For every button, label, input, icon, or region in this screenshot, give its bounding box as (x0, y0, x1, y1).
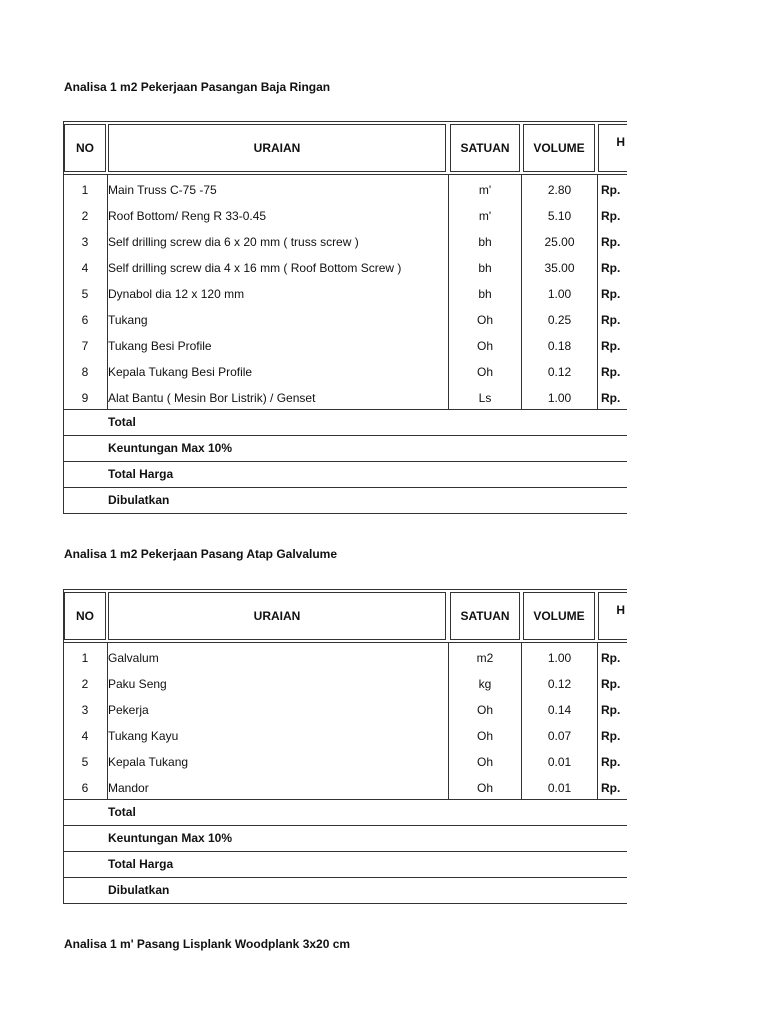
row-currency: Rp. (601, 235, 621, 249)
row-volume: 1.00 (547, 287, 572, 301)
row-unit: Oh (476, 755, 493, 769)
row-unit: m' (478, 209, 492, 223)
header-bottom-rule (63, 174, 627, 175)
header-harga-partial: H (598, 592, 627, 640)
table-row (63, 385, 627, 411)
row-number: 6 (81, 313, 89, 327)
summary-row (63, 799, 627, 825)
header-uraian: URAIAN (108, 592, 446, 640)
row-number: 2 (81, 209, 89, 223)
table-row (63, 203, 627, 229)
row-currency: Rp. (601, 339, 621, 353)
header-no: NO (64, 124, 106, 172)
row-unit: Oh (476, 313, 493, 327)
summary-label: Keuntungan Max 10% (108, 441, 233, 455)
table-row (63, 671, 627, 697)
row-unit: bh (478, 235, 492, 249)
row-unit: Ls (478, 391, 492, 405)
section-title: Analisa 1 m2 Pekerjaan Pasangan Baja Ringan (64, 80, 331, 94)
row-volume: 2.80 (547, 183, 572, 197)
row-description: Dynabol dia 12 x 120 mm (108, 287, 245, 301)
summary-row (63, 877, 627, 903)
row-description: Tukang (108, 313, 148, 327)
row-currency: Rp. (601, 261, 621, 275)
row-number: 4 (81, 261, 89, 275)
header-harga-partial: H (598, 124, 627, 172)
row-number: 2 (81, 677, 89, 691)
summary-label: Total Harga (108, 467, 174, 481)
row-description: Mandor (108, 781, 149, 795)
summary-row (63, 851, 627, 877)
row-number: 8 (81, 365, 89, 379)
header-no: NO (64, 592, 106, 640)
table-row (63, 645, 627, 671)
row-number: 7 (81, 339, 89, 353)
row-description: Main Truss C-75 -75 (108, 183, 217, 197)
row-description: Roof Bottom/ Reng R 33-0.45 (108, 209, 267, 223)
row-volume: 0.25 (547, 313, 572, 327)
table-row (63, 229, 627, 255)
row-number: 1 (81, 183, 89, 197)
row-volume: 0.14 (547, 703, 572, 717)
row-description: Galvalum (108, 651, 159, 665)
row-description: Paku Seng (108, 677, 167, 691)
header-satuan: SATUAN (450, 592, 520, 640)
table-row (63, 177, 627, 203)
row-number: 9 (81, 391, 89, 405)
row-volume: 0.18 (547, 339, 572, 353)
row-currency: Rp. (601, 755, 621, 769)
row-volume: 0.07 (547, 729, 572, 743)
row-number: 3 (81, 703, 89, 717)
row-volume: 0.12 (547, 365, 572, 379)
table-row (63, 359, 627, 385)
row-number: 4 (81, 729, 89, 743)
row-currency: Rp. (601, 183, 621, 197)
row-currency: Rp. (601, 729, 621, 743)
analysis-table (63, 589, 627, 903)
summary-label: Total Harga (108, 857, 174, 871)
row-unit: kg (478, 677, 492, 691)
table-row (63, 307, 627, 333)
row-currency: Rp. (601, 209, 621, 223)
row-unit: Oh (476, 781, 493, 795)
row-unit: Oh (476, 703, 493, 717)
table-bottom-rule (63, 903, 627, 904)
row-description: Alat Bantu ( Mesin Bor Listrik) / Genset (108, 391, 316, 405)
row-currency: Rp. (601, 391, 621, 405)
section-title: Analisa 1 m' Pasang Lisplank Woodplank 3x20 cm (64, 937, 351, 951)
table-row (63, 281, 627, 307)
summary-row (63, 461, 627, 487)
table-row (63, 749, 627, 775)
row-volume: 5.10 (547, 209, 572, 223)
row-currency: Rp. (601, 677, 621, 691)
summary-row (63, 825, 627, 851)
row-volume: 25.00 (544, 235, 575, 249)
row-description: Self drilling screw dia 6 x 20 mm ( truss screw ) (108, 235, 359, 249)
row-description: Kepala Tukang (108, 755, 189, 769)
row-currency: Rp. (601, 287, 621, 301)
row-unit: Oh (476, 365, 493, 379)
row-description: Tukang Kayu (108, 729, 179, 743)
row-currency: Rp. (601, 781, 621, 795)
row-currency: Rp. (601, 703, 621, 717)
table-bottom-rule (63, 513, 627, 514)
row-volume: 0.01 (547, 755, 572, 769)
section-title: Analisa 1 m2 Pekerjaan Pasang Atap Galvalume (64, 547, 338, 561)
row-unit: bh (478, 261, 492, 275)
table-row (63, 333, 627, 359)
header-uraian: URAIAN (108, 124, 446, 172)
row-number: 3 (81, 235, 89, 249)
row-number: 5 (81, 287, 89, 301)
analysis-table (63, 121, 627, 513)
table-row (63, 723, 627, 749)
row-unit: m' (478, 183, 492, 197)
row-currency: Rp. (601, 313, 621, 327)
table-row (63, 697, 627, 723)
row-description: Tukang Besi Profile (108, 339, 212, 353)
summary-label: Dibulatkan (108, 493, 170, 507)
summary-label: Dibulatkan (108, 883, 170, 897)
row-number: 6 (81, 781, 89, 795)
row-volume: 0.01 (547, 781, 572, 795)
row-volume: 1.00 (547, 651, 572, 665)
row-unit: bh (478, 287, 492, 301)
row-unit: m2 (476, 651, 494, 665)
row-currency: Rp. (601, 365, 621, 379)
row-number: 1 (81, 651, 89, 665)
row-description: Self drilling screw dia 4 x 16 mm ( Roof Bottom Screw ) (108, 261, 402, 275)
summary-label: Total (108, 805, 136, 819)
header-volume: VOLUME (523, 124, 595, 172)
row-volume: 0.12 (547, 677, 572, 691)
row-description: Pekerja (108, 703, 149, 717)
header-bottom-rule (63, 642, 627, 643)
row-number: 5 (81, 755, 89, 769)
summary-label: Keuntungan Max 10% (108, 831, 233, 845)
summary-row (63, 487, 627, 513)
row-volume: 35.00 (544, 261, 575, 275)
header-volume: VOLUME (523, 592, 595, 640)
summary-row (63, 435, 627, 461)
row-description: Kepala Tukang Besi Profile (108, 365, 253, 379)
summary-row (63, 409, 627, 435)
row-unit: Oh (476, 339, 493, 353)
header-satuan: SATUAN (450, 124, 520, 172)
summary-label: Total (108, 415, 136, 429)
row-currency: Rp. (601, 651, 621, 665)
table-row (63, 775, 627, 801)
table-row (63, 255, 627, 281)
table-header (63, 121, 627, 176)
row-unit: Oh (476, 729, 493, 743)
table-header (63, 589, 627, 644)
row-volume: 1.00 (547, 391, 572, 405)
